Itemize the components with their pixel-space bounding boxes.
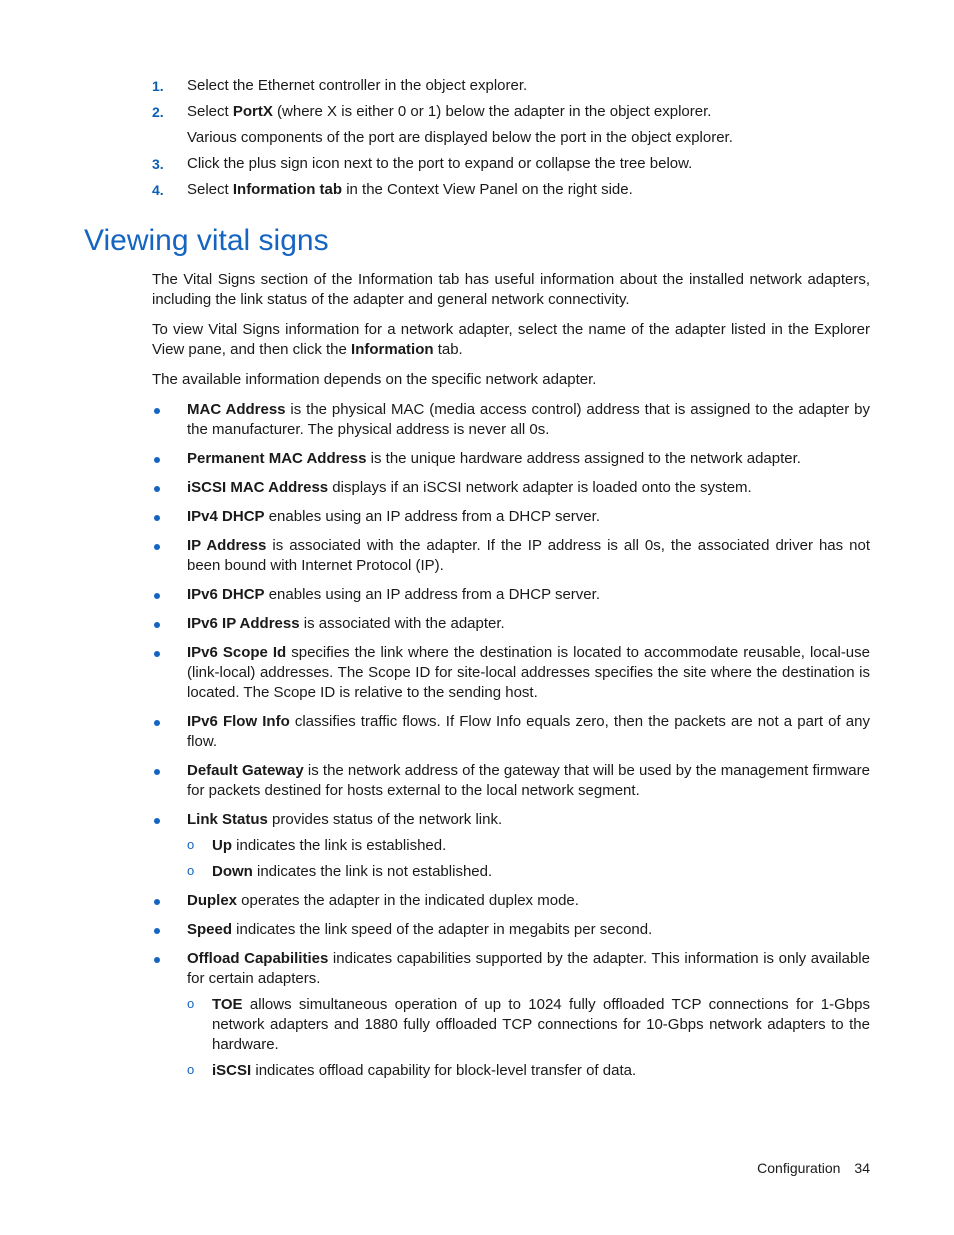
sub-item-description: allows simultaneous operation of up to 1024 fully offloaded TCP connections for 1-Gbps network adapters and 1880 fully offloaded TCP connections for 10-Gbps network adapters to the hardware. — [212, 996, 870, 1053]
section-body — [152, 270, 870, 1090]
list-item — [152, 949, 870, 1081]
item-term: Offload Capabilities — [187, 950, 329, 967]
footer-section: Configuration — [757, 1160, 841, 1176]
para-text: The available information depends on the specific network adapter. — [152, 371, 597, 388]
bullet-icon — [154, 408, 160, 414]
bullet-icon — [154, 899, 160, 905]
bullet-icon — [154, 720, 160, 726]
sub-list — [187, 836, 870, 882]
item-term: IPv6 Scope Id — [187, 644, 287, 661]
item-description: is associated with the adapter. — [299, 615, 505, 632]
item-description: is associated with the adapter. If the IP address is all 0s, the associated driver has not been bound with Internet Protocol (IP). — [187, 537, 870, 574]
step-text-cont: in the Context View Panel on the right side. — [342, 181, 633, 198]
item-term: IPv6 IP Address — [187, 615, 300, 632]
sub-item-description: indicates offload capability for block-level transfer of data. — [251, 1062, 637, 1079]
step-item — [152, 102, 872, 148]
list-item — [152, 507, 870, 527]
para-text: The Vital Signs section of the Information tab has useful information about the installed network adapters, including the link status of the adapter and general network connectivity. — [152, 271, 870, 308]
item-description: enables using an IP address from a DHCP server. — [264, 586, 600, 603]
vital-signs-list — [152, 400, 870, 1081]
item-description: displays if an iSCSI network adapter is loaded onto the system. — [328, 479, 752, 496]
step-note: Various components of the port are displayed below the port in the object explorer. — [187, 129, 733, 146]
list-item — [152, 585, 870, 605]
list-item — [152, 712, 870, 752]
bullet-icon — [154, 593, 160, 599]
step-text: Select — [187, 181, 233, 198]
page-footer — [757, 1158, 870, 1178]
item-term: IPv4 DHCP — [187, 508, 265, 525]
intro-paragraph — [152, 320, 870, 360]
list-item — [152, 614, 870, 634]
step-item — [152, 180, 872, 200]
bullet-icon — [154, 928, 160, 934]
item-term: MAC Address — [187, 401, 286, 418]
step-item — [152, 76, 872, 96]
item-description: is the physical MAC (media access control) address that is assigned to the adapter by the manufacturer. The physical address is never all 0s. — [187, 401, 870, 438]
bullet-icon — [154, 651, 160, 657]
sub-list-item — [187, 995, 870, 1055]
bullet-icon — [154, 544, 160, 550]
list-item — [152, 400, 870, 440]
step-number: 4. — [152, 182, 164, 198]
sub-item-term: TOE — [212, 996, 243, 1013]
sub-list — [187, 995, 870, 1081]
step-bold-term: PortX — [232, 103, 273, 120]
intro-paragraph — [152, 270, 870, 310]
step-number: 1. — [152, 78, 164, 94]
list-item — [152, 761, 870, 801]
bullet-icon — [154, 622, 160, 628]
sub-list-item — [187, 862, 870, 882]
item-description: is the network address of the gateway that will be used by the management firmware for packets destined for hosts external to the local network segment. — [187, 762, 870, 799]
circle-bullet-icon: o — [187, 863, 195, 878]
item-description: indicates the link speed of the adapter in megabits per second. — [232, 921, 653, 938]
circle-bullet-icon: o — [187, 837, 195, 852]
section-heading: Viewing vital signs — [84, 224, 329, 257]
step-text-cont: (where X is either 0 or 1) below the adapter in the object explorer. — [272, 103, 712, 120]
sub-list-item — [187, 836, 870, 856]
item-term: Permanent MAC Address — [187, 450, 367, 467]
item-description: enables using an IP address from a DHCP server. — [264, 508, 600, 525]
bullet-icon — [154, 957, 160, 963]
item-description: is the unique hardware address assigned to the network adapter. — [366, 450, 801, 467]
item-description: classifies traffic flows. If Flow Info equals zero, then the packets are not a part of any flow. — [187, 713, 870, 750]
item-term: Link Status — [187, 811, 268, 828]
item-description: specifies the link where the destination is located to accommodate reusable, local-use (link-local) addresses. The Scope ID for site-local addresses specifies the site where the destination is located. The Scope ID is relative to the sending host. — [187, 644, 870, 701]
item-description: provides status of the network link. — [267, 811, 503, 828]
intro-paragraph — [152, 370, 870, 390]
procedure-steps — [152, 76, 872, 206]
sub-list-item — [187, 1061, 870, 1081]
item-description: indicates capabilities supported by the adapter. This information is only available for certain adapters. — [187, 950, 870, 987]
step-text: Select the Ethernet controller in the object explorer. — [187, 77, 528, 94]
step-text: Click the plus sign icon next to the port to expand or collapse the tree below. — [187, 155, 693, 172]
list-item — [152, 891, 870, 911]
item-term: IP Address — [187, 537, 267, 554]
bullet-icon — [154, 818, 160, 824]
step-item — [152, 154, 872, 174]
item-term: IPv6 Flow Info — [187, 713, 290, 730]
item-description: operates the adapter in the indicated duplex mode. — [237, 892, 579, 909]
step-bold-term: Information tab — [232, 181, 343, 198]
sub-item-term: Up — [212, 837, 232, 854]
list-item — [152, 920, 870, 940]
sub-item-term: iSCSI — [212, 1062, 252, 1079]
list-item — [152, 478, 870, 498]
bullet-icon — [154, 486, 160, 492]
bullet-icon — [154, 769, 160, 775]
item-term: Speed — [187, 921, 233, 938]
item-term: IPv6 DHCP — [187, 586, 265, 603]
list-item — [152, 643, 870, 703]
item-term: Duplex — [187, 892, 238, 909]
page-number: 34 — [854, 1160, 870, 1176]
sub-item-description: indicates the link is established. — [232, 837, 447, 854]
item-term: Default Gateway — [187, 762, 304, 779]
bullet-icon — [154, 457, 160, 463]
para-bold-term: Information — [351, 341, 434, 358]
bullet-icon — [154, 515, 160, 521]
list-item — [152, 536, 870, 576]
list-item — [152, 810, 870, 882]
list-item — [152, 449, 870, 469]
sub-item-description: indicates the link is not established. — [252, 863, 493, 880]
item-term: iSCSI MAC Address — [187, 479, 329, 496]
step-number: 2. — [152, 104, 164, 120]
para-text: To view Vital Signs information for a network adapter, select the name of the adapter listed in the Explorer View pane, and then click the — [152, 321, 870, 358]
para-text-cont: tab. — [433, 341, 463, 358]
circle-bullet-icon: o — [187, 996, 195, 1011]
step-text: Select — [187, 103, 233, 120]
sub-item-term: Down — [212, 863, 253, 880]
circle-bullet-icon: o — [187, 1062, 195, 1077]
step-number: 3. — [152, 156, 164, 172]
